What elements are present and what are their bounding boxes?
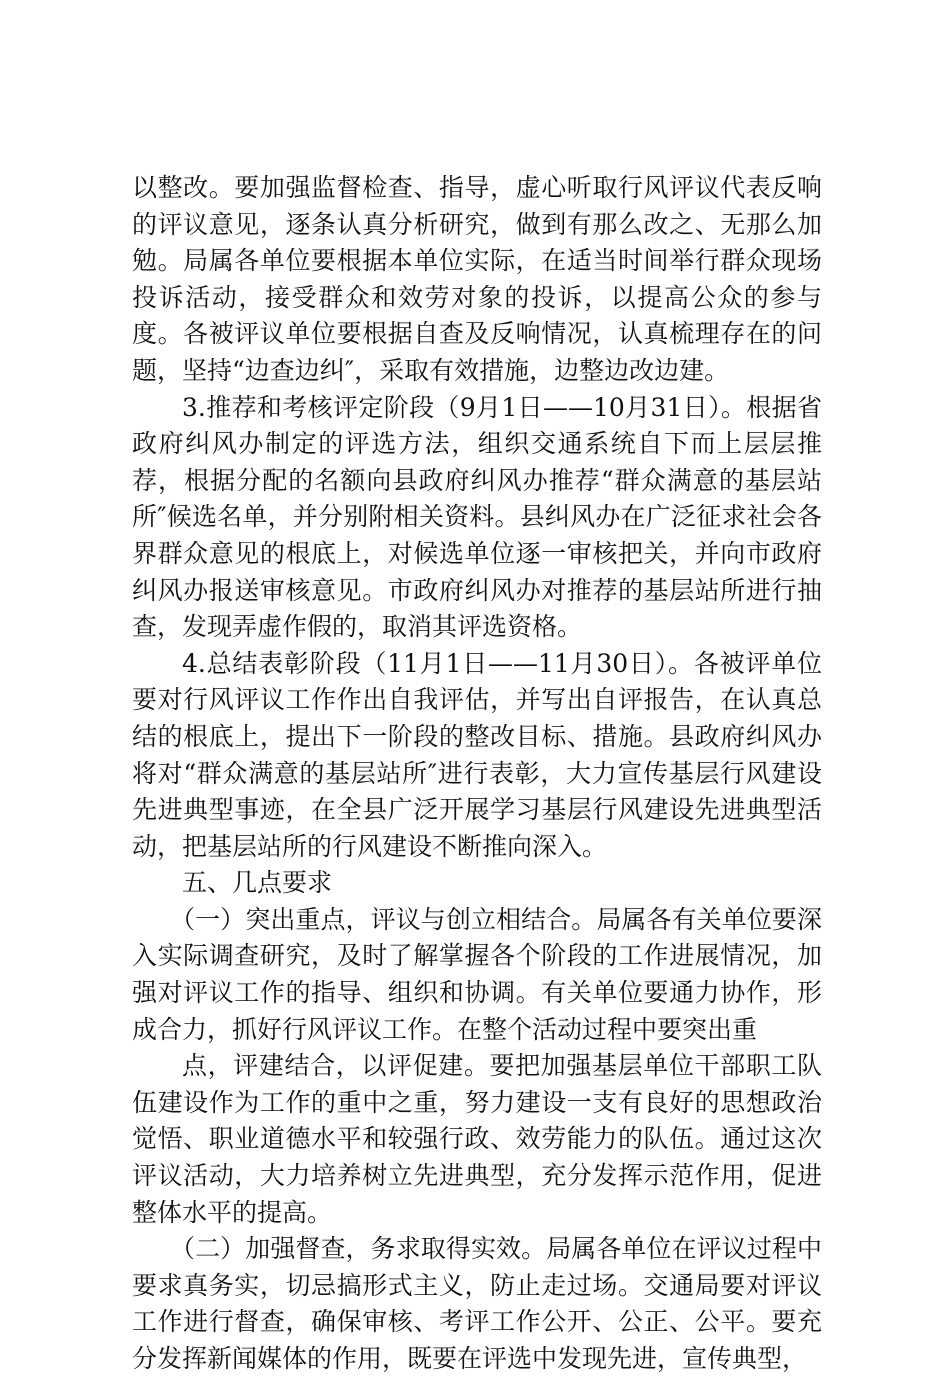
- paragraph-rectification: 以整改。要加强监督检查、指导，虚心听取行风评议代表反响的评议意见，逐条认真分析研究，做到有那么改之、无那么加勉。局属各单位要根据本单位实际，在适当时间举行群众现场投诉活动，接受群众和效劳对象的投诉，以提高公众的参与度。各被评议单位要根据自查及反响情况，认真梳理存在的问题，坚持“边查边纠″，采取有效措施，边整边改边建。: [132, 173, 822, 385]
- paragraph-stage-4: 4.总结表彰阶段（11月1日——11月30日）。各被评单位要对行风评议工作作出自我评估，并写出自评报告，在认真总结的根底上，提出下一阶段的整改目标、措施。县政府纠风办将对“群众满意的基层站所″进行表彰，大力宣传基层行风建设先进典型事迹，在全县广泛开展学习基层行风建设先进典型活动，把基层站所的行风建设不断推向深入。: [132, 648, 822, 861]
- paragraph-stage-3: 3.推荐和考核评定阶段（9月1日——10月31日）。根据省政府纠风办制定的评选方法，组织交通系统自下而上层层推荐，根据分配的名额向县政府纠风办推荐“群众满意的基层站所″候选名单，并分别附相关资料。县纠风办在广泛征求社会各界群众意见的根底上，对候选单位逐一审核把关，并向市政府纠风办报送审核意见。市政府纠风办对推荐的基层站所进行抽查，发现弄虚作假的，取消其评选资格。: [132, 392, 822, 642]
- paragraph-requirement-2: （二）加强督查，务求取得实效。局属各单位在评议过程中要求真务实，切忌搞形式主义，防止走过场。交通局要对评议工作进行督查，确保审核、考评工作公开、公正、公平。要充分发挥新闻媒体的作用，既要在评选中发现先进，宣传典型，: [132, 1234, 822, 1373]
- paragraph-requirement-1: （一）突出重点，评议与创立相结合。局属各有关单位要深入实际调查研究，及时了解掌握各个阶段的工作进展情况，加强对评议工作的指导、组织和协调。有关单位要通力协作，形成合力，抓好行风评议工作。在整个活动过程中要突出重: [132, 904, 822, 1044]
- document-body: [132, 170, 822, 1378]
- section-heading-requirements: 五、几点要求: [182, 868, 333, 898]
- paragraph-requirement-1-continued: 点，评建结合，以评促建。要把加强基层单位干部职工队伍建设作为工作的重中之重，努力建设一支有良好的思想政治觉悟、职业道德水平和较强行政、效劳能力的队伍。通过这次评议活动，大力培养树立先进典型，充分发挥示范作用，促进整体水平的提高。: [132, 1051, 822, 1227]
